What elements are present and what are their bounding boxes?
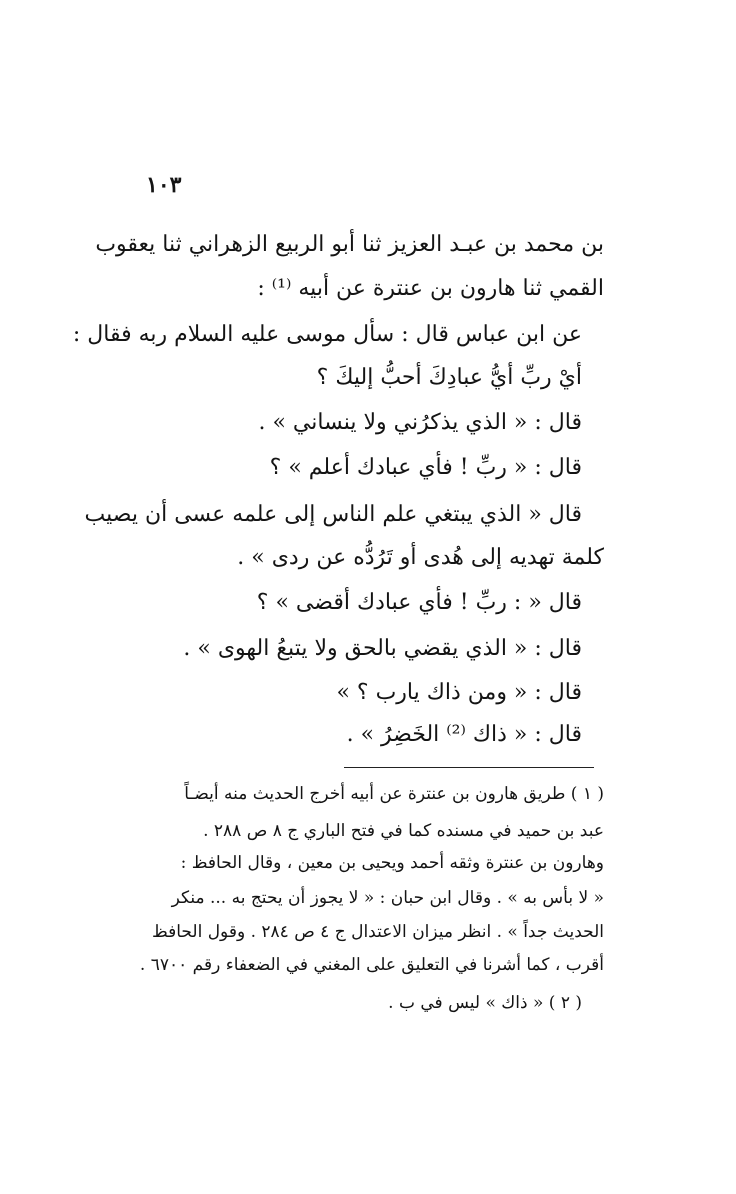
main-text-line: عن ابن عباس قال : سأل موسى عليه السلام ربه فقال : <box>72 322 582 347</box>
main-text-line: كلمة تهديه إلى هُدى أو تَرُدُّه عن ردى » . <box>237 545 604 570</box>
main-text-line: قال : « ذاك ⁽²⁾ الخَضِرُ » . <box>346 722 582 747</box>
main-text-line: بن محمد بن عبـد العزيز ثنا أبو الربيع الزهراني ثنا يعقوب <box>95 232 604 257</box>
footnote-line: الحديث جداً » . انظر ميزان الاعتدال ج ٤ ص ٢٨٤ . وقول الحافظ <box>151 922 604 942</box>
main-text-line: أيْ ربِّ أيُّ عبادِكَ أحبُّ إليكَ ؟ <box>316 365 582 390</box>
footnote-line: ( ١ ) طريق هارون بن عنترة عن أبيه أخرج الحديث منه أيضـاً <box>184 784 604 804</box>
main-text-line: القمي ثنا هارون بن عنترة عن أبيه ⁽¹⁾ : <box>257 276 604 301</box>
footnote-line: « لا بأس به » . وقال ابن حبان : « لا يجوز أن يحتج به ... منكر <box>171 888 604 908</box>
footnote-separator <box>344 767 594 768</box>
footnote-line: أقرب ، كما أشرنا في التعليق على المغني في الضعفاء رقم ٦٧٠٠ . <box>139 955 604 975</box>
main-text-line: قال : « ربِّ ! فأي عبادك أعلم » ؟ <box>269 455 582 480</box>
footnote-line: عبد بن حميد في مسنده كما في فتح الباري ج ٨ ص ٢٨٨ . <box>203 821 604 841</box>
main-text-line: قال : « الذي يذكرُني ولا ينساني » . <box>258 410 582 435</box>
main-text-line: قال « الذي يبتغي علم الناس إلى علمه عسى أن يصيب <box>84 502 582 527</box>
main-text-line: قال : « ومن ذاك يارب ؟ » <box>336 680 582 705</box>
main-text-line: قال « : ربِّ ! فأي عبادك أقضى » ؟ <box>256 590 582 615</box>
main-text-line: قال : « الذي يقضي بالحق ولا يتبعُ الهوى » . <box>183 636 582 661</box>
page-number: ١٠٣ <box>146 172 182 198</box>
footnote-line: ( ٢ ) « ذاك » ليس في ب . <box>388 993 582 1013</box>
footnote-line: وهارون بن عنترة وثقه أحمد ويحيى بن معين ، وقال الحافظ : <box>180 853 604 873</box>
